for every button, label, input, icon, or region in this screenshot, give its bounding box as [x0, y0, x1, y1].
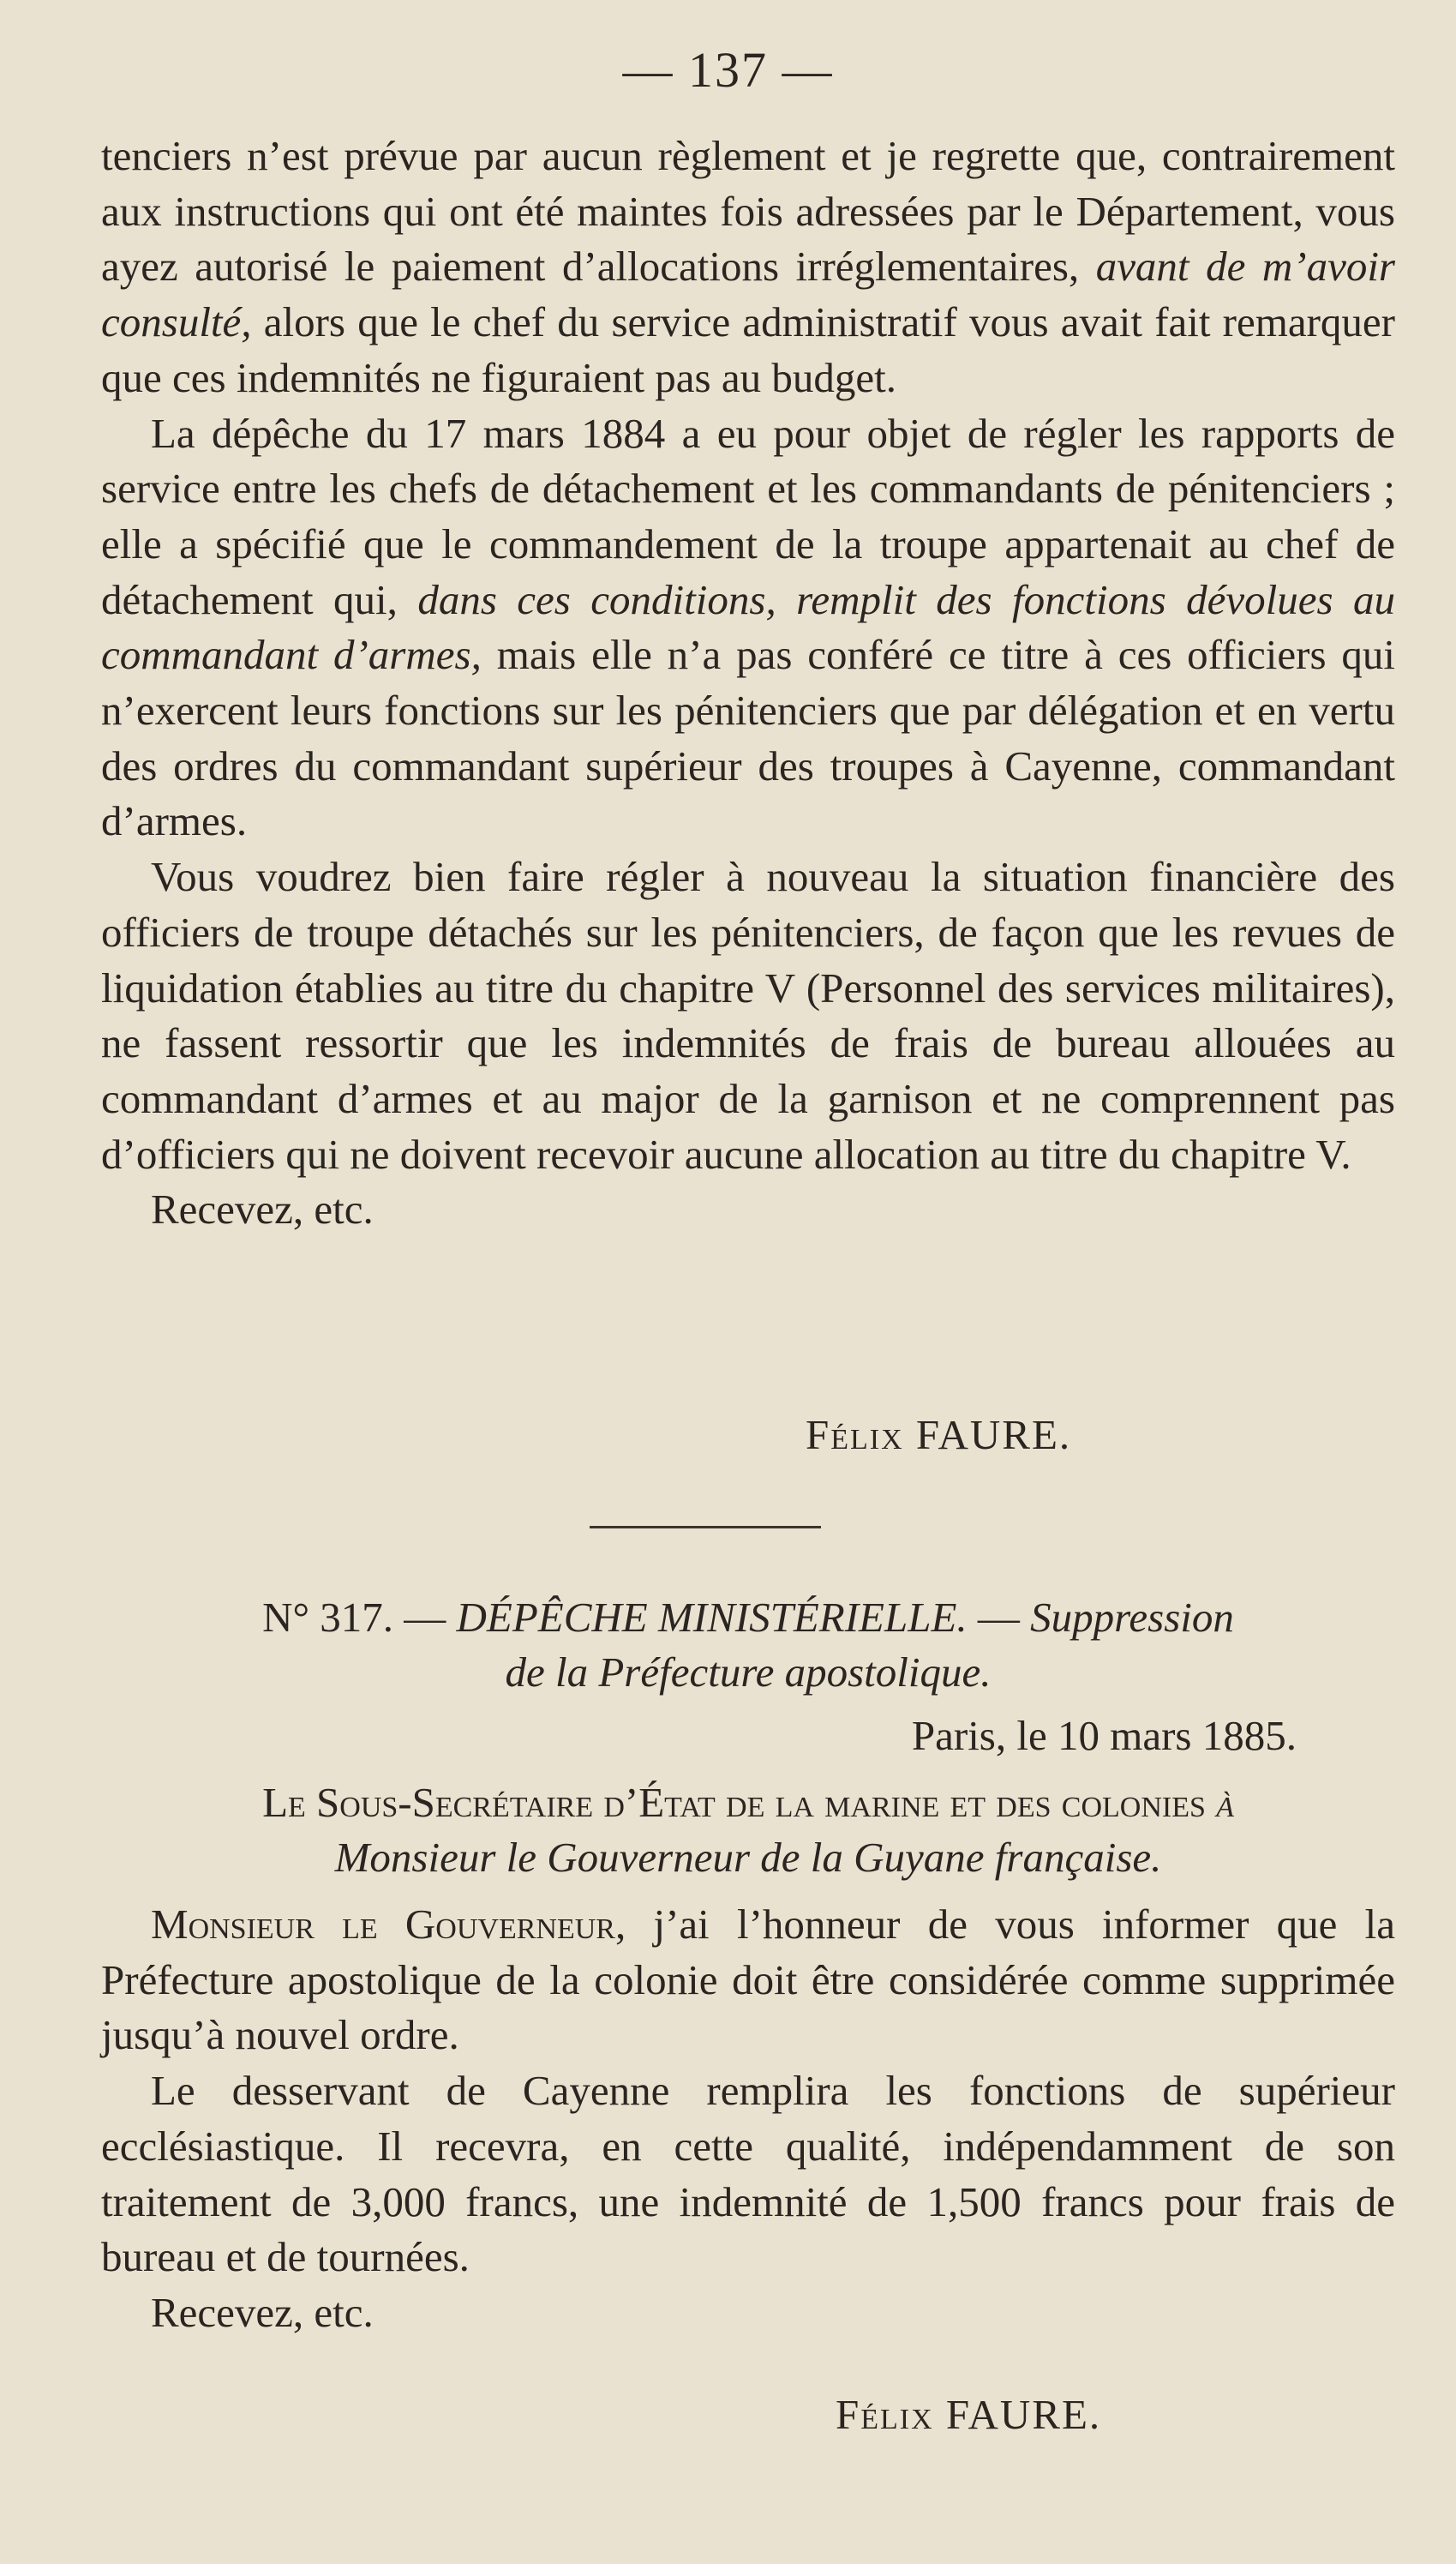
paragraph: Le desservant de Cayenne remplira les fonctions de supérieur ecclésiastique. Il recevra, en cette qualité, indépendamment de son traitement de 3,000 francs, une indemnité de 1,500 francs pour frais de bureau et de tournées. — [101, 2067, 1395, 2281]
paragraph: La dépêche du 17 mars 1884 a eu pour objet de régler les rapports de service entre les chefs de détachement et les commandants de pénitenciers ; elle a spécifié que le commandement de la troupe appartenait au chef de détachement qui, dans ces conditions, remplit des fonctions dévolues au commandant d’armes, mais elle n’a pas conféré ce titre à ces officiers qui n’exercent leurs fonctions sur les pénitenciers que par délégation et en vertu des ordres du commandant supérieur des troupes à Cayenne, commandant d’armes. — [101, 409, 1395, 845]
paragraph: Vous voudrez bien faire régler à nouveau la situation financière des officiers de troupe détachés sur les pénitenciers, de façon que les revues de liquidation établies au titre du chapitre V (Personnel des services militaires), ne fassent ressortir que les indemnités de frais de bureau allouées au commandant d’armes et au major de la garnison et ne comprennent pas d’officiers qui ne doivent recevoir aucune allocation au titre du chapitre V. — [101, 853, 1395, 1178]
dispatch-to: Monsieur le Gouverneur de la Guyane française. — [334, 1834, 1162, 1881]
closing-formula: Recevez, etc. — [151, 1186, 374, 1234]
paragraph: Monsieur le Gouverneur, j’ai l’honneur de vous informer que la Préfecture apostolique de la colonie doit être considérée comme supprimée jusqu’à nouvel ordre. — [101, 1900, 1395, 2059]
dispatch-subject: Suppression — [1030, 1594, 1234, 1641]
letter-body — [101, 129, 1395, 1238]
dispatch-heading: N° 317. — DÉPÊCHE MINISTÉRIELLE. — Suppression — [262, 1594, 1234, 1641]
dispatch-subject-line2: de la Préfecture apostolique. — [505, 1648, 992, 1696]
dispatch-date: Paris, le 10 mars 1885. — [911, 1712, 1297, 1759]
dispatch-number: N° 317. — [262, 1594, 394, 1641]
signature: Félix FAURE. — [806, 1411, 1072, 1458]
dispatch-from: Le Sous-Secrétaire d’État de la marine et des colonies à — [262, 1779, 1234, 1826]
page-number: — 137 — — [622, 42, 834, 98]
section-divider — [590, 1526, 821, 1528]
paragraph: tenciers n’est prévue par aucun règlement et je regrette que, contrairement aux instructions qui ont été maintes fois adressées par le Département, vous ayez autorisé le paiement d’allocations irréglementaires, avant de m’avoir consulté, alors que le chef du service administratif vous avait fait remarquer que ces indemnités ne figuraient pas au budget. — [101, 132, 1395, 401]
salutation: Monsieur le Gouverneur, — [151, 1900, 626, 1948]
closing-formula: Recevez, etc. — [151, 2288, 374, 2336]
signature: Félix FAURE. — [836, 2391, 1102, 2438]
dispatch-title: DÉPÊCHE MINISTÉRIELLE. — [456, 1594, 968, 1641]
dispatch-317 — [101, 1590, 1395, 2341]
